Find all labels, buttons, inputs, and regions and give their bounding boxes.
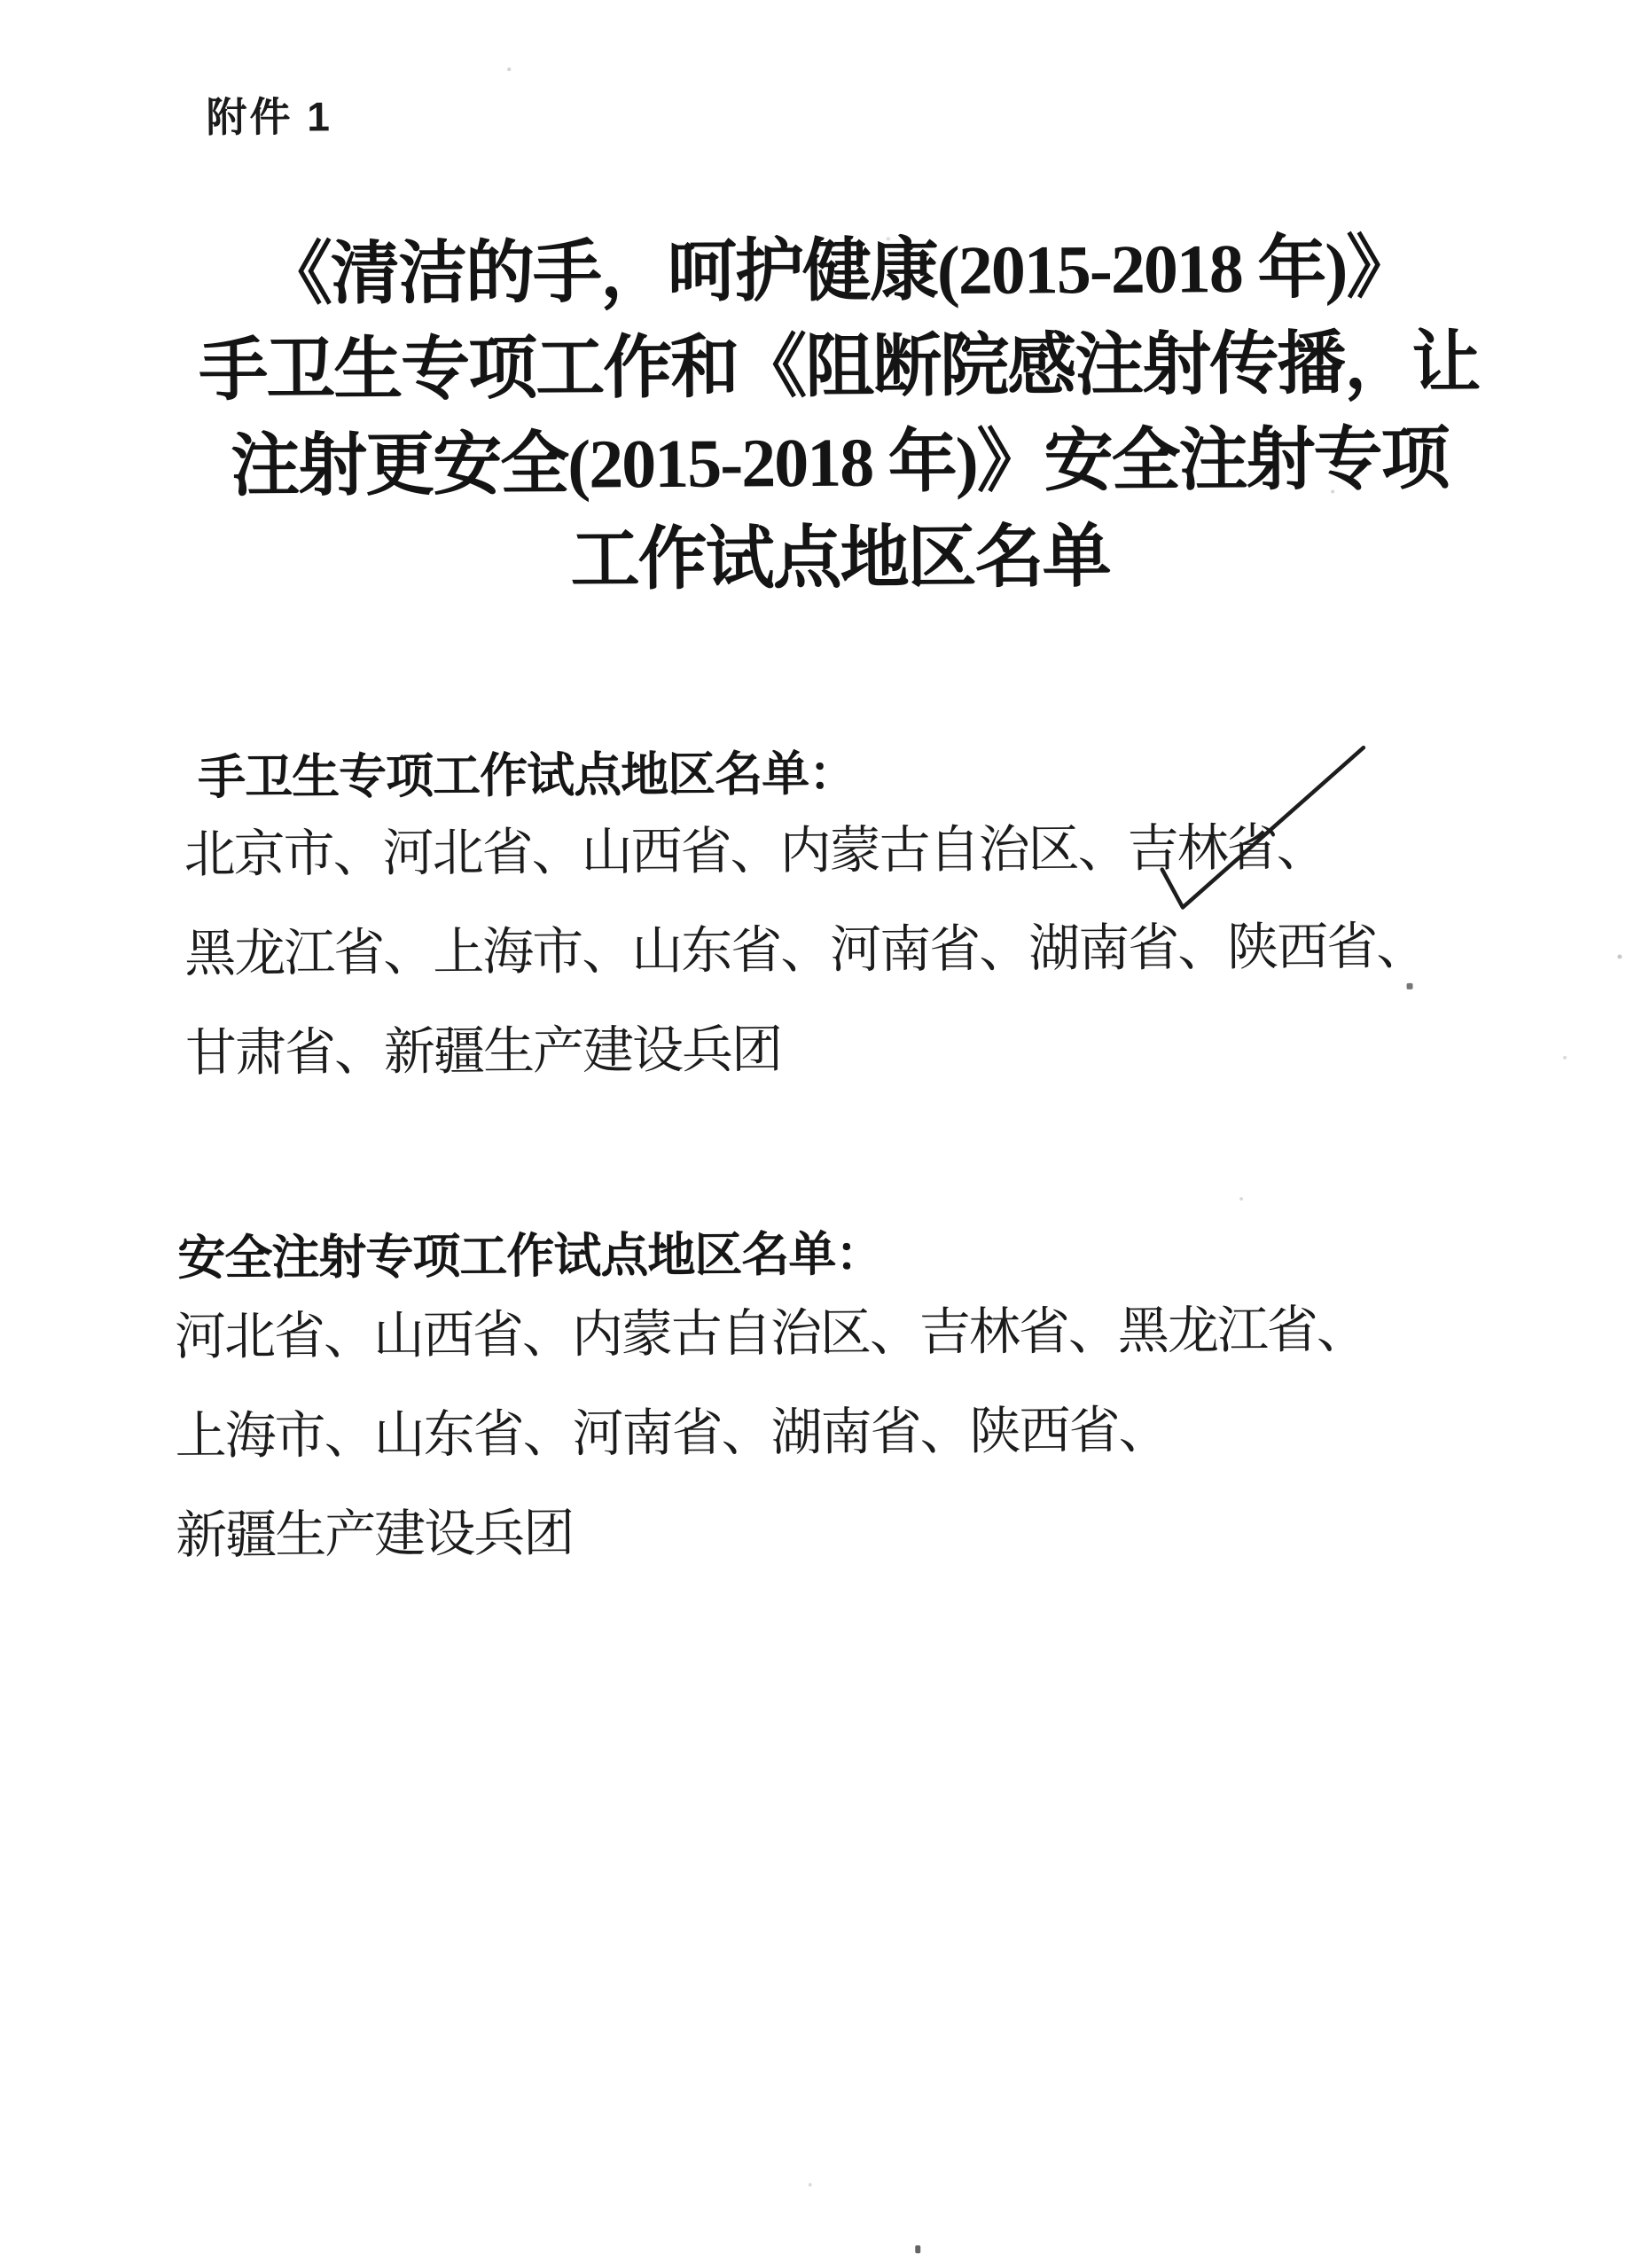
scan-noise-speck [886, 237, 890, 240]
scan-noise-speck [915, 2245, 920, 2253]
title-line-2: 手卫生专项工作和《阻断院感注射传播，让 [199, 324, 1480, 410]
section-heading-hand-hygiene: 手卫生专项工作试点地区名单： [197, 747, 856, 805]
region-list-line: 河北省、山西省、内蒙古自治区、吉林省、黑龙江省、 [174, 1301, 1367, 1366]
title-line-3: 注射更安全(2015-2018 年)》安全注射专项 [230, 419, 1449, 505]
scan-noise-speck [507, 67, 511, 71]
title-line-4: 工作试点地区名单 [570, 517, 1110, 598]
document-title [146, 219, 1532, 611]
scan-noise-speck [1617, 954, 1622, 958]
attachment-number-label: 附件 1 [206, 93, 333, 141]
region-list-safe-injection [175, 1280, 1368, 1585]
title-line-1: 《清洁的手，呵护健康(2015-2018 年)》 [262, 228, 1414, 313]
scan-noise-speck [1563, 1056, 1567, 1060]
region-list-hand-hygiene [184, 798, 1427, 1104]
scan-noise-speck [809, 2183, 812, 2186]
region-list-line: 新疆生产建设兵团 [176, 1504, 574, 1565]
scan-noise-speck [1331, 489, 1334, 493]
region-list-line: 北京市、河北省、山西省、内蒙古自治区、吉林省、 [184, 818, 1326, 884]
region-list-line: 黑龙江省、上海市、山东省、河南省、湖南省、陕西省、 [184, 917, 1427, 983]
scan-noise-speck [1407, 983, 1413, 989]
scan-noise-speck [1239, 1197, 1243, 1200]
section-heading-safe-injection: 安全注射专项工作试点地区名单： [177, 1227, 883, 1286]
region-list-line: 甘肃省、新疆生产建设兵团 [184, 1021, 782, 1083]
region-list-line: 上海市、山东省、河南省、湖南省、陕西省、 [175, 1401, 1169, 1466]
